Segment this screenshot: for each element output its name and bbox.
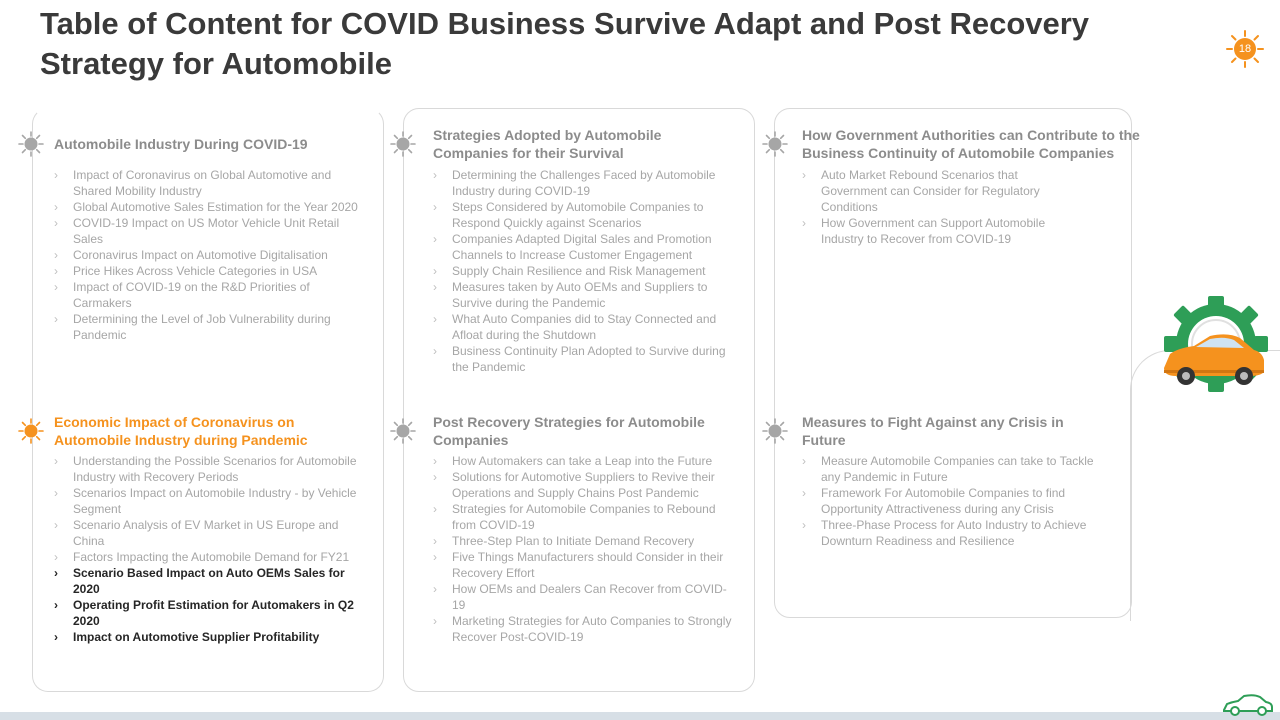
sun-icon: [390, 131, 416, 157]
list-item[interactable]: › Steps Considered by Automobile Companies to Respond Quickly against Scenarios: [433, 199, 739, 231]
list-item[interactable]: › How Automakers can take a Leap into the Future: [433, 453, 739, 469]
section-item-list: [433, 167, 739, 375]
list-item[interactable]: › Three-Phase Process for Auto Industry to Achieve Downturn Readiness and Resilience: [802, 517, 1102, 549]
section-item-list: [802, 167, 1077, 247]
list-item[interactable]: › Scenario Analysis of EV Market in US Europe and China: [54, 517, 360, 549]
section-title[interactable]: Post Recovery Strategies for Automobile Companies: [433, 414, 705, 448]
section-title[interactable]: Measures to Fight Against any Crisis in Future: [802, 414, 1064, 448]
section-title[interactable]: Automobile Industry During COVID-19: [54, 136, 308, 152]
list-item-current[interactable]: › Operating Profit Estimation for Automakers in Q2 2020: [54, 597, 360, 629]
page-title: Table of Content for COVID Business Survive Adapt and Post Recovery Strategy for Automobile: [40, 6, 1090, 81]
list-item[interactable]: › Impact of Coronavirus on Global Automotive and Shared Mobility Industry: [54, 167, 360, 199]
list-item[interactable]: › Framework For Automobile Companies to find Opportunity Attractiveness during any Crisis: [802, 485, 1102, 517]
list-item[interactable]: › COVID-19 Impact on US Motor Vehicle Unit Retail Sales: [54, 215, 360, 247]
section-item-list: [433, 453, 739, 645]
section-item-list: [54, 167, 360, 343]
list-item[interactable]: › Five Things Manufacturers should Consider in their Recovery Effort: [433, 549, 739, 581]
sun-icon: [390, 418, 416, 444]
section-item-list: [54, 453, 360, 645]
section-title[interactable]: Strategies Adopted by Automobile Companies for their Survival: [433, 127, 662, 161]
list-item[interactable]: › Factors Impacting the Automobile Demand for FY21: [54, 549, 360, 565]
list-item[interactable]: › How Government can Support Automobile Industry to Recover from COVID-19: [802, 215, 1077, 247]
list-item[interactable]: › Understanding the Possible Scenarios for Automobile Industry with Recovery Periods: [54, 453, 360, 485]
list-item[interactable]: › Marketing Strategies for Auto Companies to Strongly Recover Post-COVID-19: [433, 613, 739, 645]
footer-bar: [0, 712, 1280, 720]
sun-icon: [762, 418, 788, 444]
list-item[interactable]: › Business Continuity Plan Adopted to Survive during the Pandemic: [433, 343, 739, 375]
list-item[interactable]: › Determining the Challenges Faced by Automobile Industry during COVID-19: [433, 167, 739, 199]
list-item-current[interactable]: › Scenario Based Impact on Auto OEMs Sales for 2020: [54, 565, 360, 597]
list-item[interactable]: › How OEMs and Dealers Can Recover from COVID-19: [433, 581, 739, 613]
list-item[interactable]: › Three-Step Plan to Initiate Demand Recovery: [433, 533, 739, 549]
list-item[interactable]: › Strategies for Automobile Companies to Rebound from COVID-19: [433, 501, 739, 533]
page-number-badge: [1226, 30, 1264, 68]
list-item[interactable]: › Coronavirus Impact on Automotive Digitalisation: [54, 247, 360, 263]
list-item[interactable]: › What Auto Companies did to Stay Connected and Afloat during the Shutdown: [433, 311, 739, 343]
list-item[interactable]: › Measures taken by Auto OEMs and Suppliers to Survive during the Pandemic: [433, 279, 739, 311]
page-number: 18: [1238, 43, 1252, 55]
sun-icon: [18, 131, 44, 157]
list-item[interactable]: › Measure Automobile Companies can take to Tackle any Pandemic in Future: [802, 453, 1102, 485]
list-item[interactable]: › Supply Chain Resilience and Risk Management: [433, 263, 739, 279]
list-item[interactable]: › Solutions for Automotive Suppliers to Revive their Operations and Supply Chains Post Pandemic: [433, 469, 739, 501]
car-gear-icon: [1150, 296, 1272, 392]
list-item[interactable]: › Impact of COVID-19 on the R&D Priorities of Carmakers: [54, 279, 360, 311]
list-item[interactable]: › Determining the Level of Job Vulnerability during Pandemic: [54, 311, 360, 343]
list-item-current[interactable]: › Impact on Automotive Supplier Profitability: [54, 629, 360, 645]
section-title[interactable]: How Government Authorities can Contribute to the Business Continuity of Automobile Companies: [802, 127, 1140, 161]
list-item[interactable]: › Scenarios Impact on Automobile Industry - by Vehicle Segment: [54, 485, 360, 517]
list-item[interactable]: › Price Hikes Across Vehicle Categories in USA: [54, 263, 360, 279]
sun-icon: [762, 131, 788, 157]
car-icon: [1222, 694, 1274, 716]
list-item[interactable]: › Global Automotive Sales Estimation for the Year 2020: [54, 199, 360, 215]
list-item[interactable]: › Companies Adapted Digital Sales and Promotion Channels to Increase Customer Engagement: [433, 231, 739, 263]
sun-icon: [18, 418, 44, 444]
list-item[interactable]: › Auto Market Rebound Scenarios that Government can Consider for Regulatory Conditions: [802, 167, 1077, 215]
section-item-list: [802, 453, 1102, 549]
section-title-active[interactable]: Economic Impact of Coronavirus on Automobile Industry during Pandemic: [54, 414, 308, 448]
